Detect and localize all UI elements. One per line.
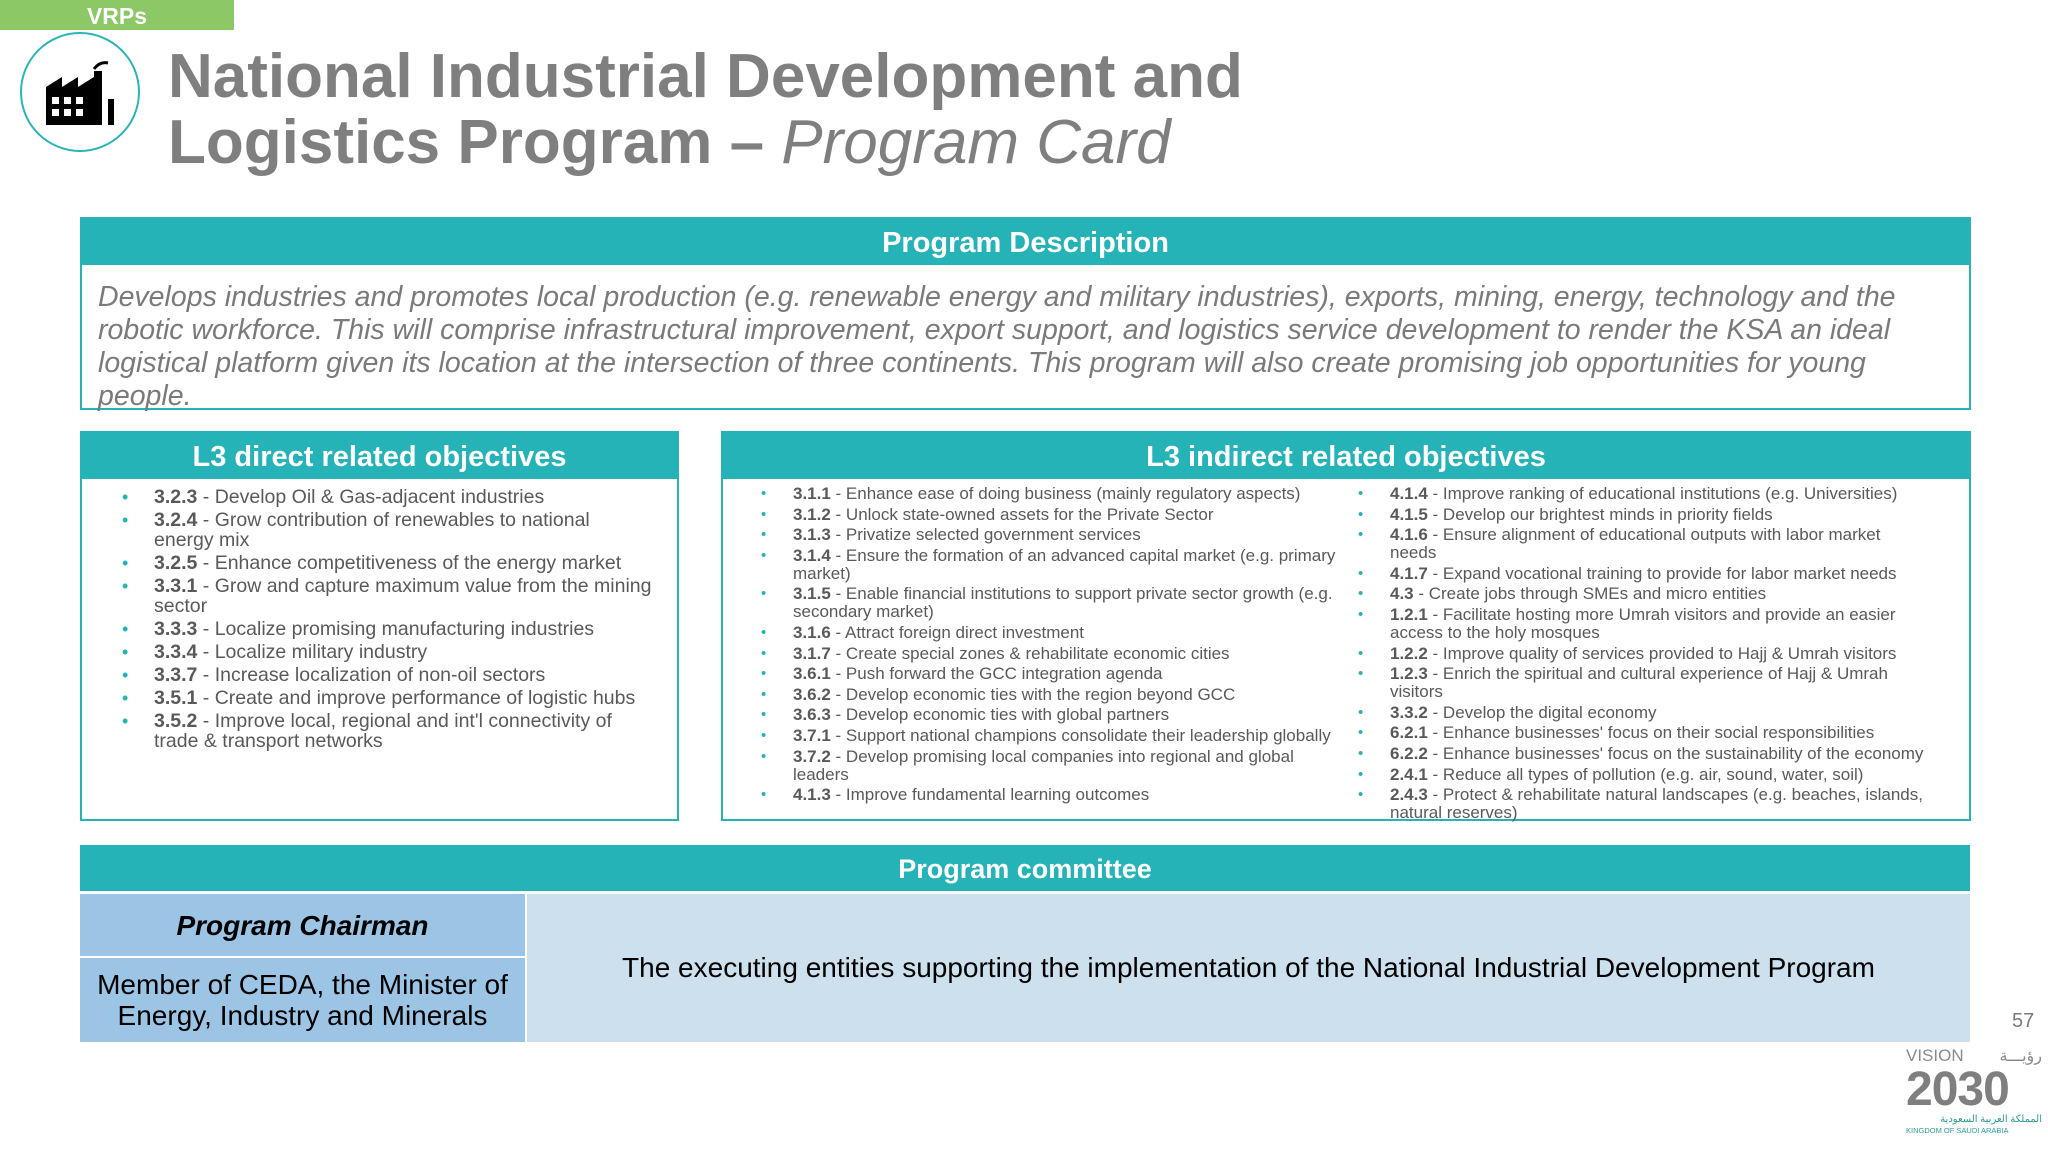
objective-code: 6.2.1 [1390,723,1428,743]
direct-objective-item [120,688,653,708]
objective-text: - Expand vocational training to provide for labor market needs [1427,563,1897,583]
indirect-objective-item [759,485,1344,503]
indirect-objective-item [1356,766,1931,784]
indirect-objective-item [1356,665,1931,701]
indirect-objective-item [759,786,1344,804]
direct-objective-item [120,576,653,616]
vision-2030-logo [1906,1046,2042,1146]
program-description-text: Develops industries and promotes local production (e.g. renewable energy and military industries), exports, mining, energy, technology and the robotic workforce. This will comprise infrastructural improvement, export support, and logistics service development to render the KSA an ideal logistical platform given its location at the intersection of three continents. This program will also create promising job opportunities for young people. [98,281,1896,412]
indirect-objective-item [759,727,1344,745]
program-description-header: Program Description [82,219,1969,265]
indirect-objective-item [1356,606,1931,642]
objective-code: 1.2.2 [1390,643,1428,663]
indirect-objectives-header: L3 indirect related objectives [723,433,1969,479]
objective-text: - Protect & rehabilitate natural landscapes (e.g. beaches, islands, natural reserves) [1390,785,1923,823]
objective-code: 3.6.1 [793,664,831,684]
indirect-objective-item [759,686,1344,704]
objective-code: 4.1.3 [793,785,831,805]
objective-code: 3.1.3 [793,525,831,545]
objective-code: 3.7.1 [793,725,831,745]
indirect-objective-item [1356,645,1931,663]
indirect-objective-item [759,547,1344,583]
objective-text: - Enhance businesses' focus on their social responsibilities [1427,723,1875,743]
objective-code: 3.3.4 [154,641,198,663]
indirect-objective-item [1356,724,1931,742]
indirect-objectives-column-1 [759,485,1344,825]
direct-objectives-box [80,431,679,821]
objective-code: 1.2.3 [1390,664,1428,684]
executing-entities-text: The executing entities supporting the implementation of the National Industrial Development Program [527,894,1970,1042]
objective-text: - Unlock state-owned assets for the Private Sector [830,504,1214,524]
indirect-objective-item [1356,565,1931,583]
direct-objectives-header: L3 direct related objectives [82,433,677,479]
factory-icon [42,59,118,125]
objective-code: 4.1.4 [1390,484,1428,503]
title-bold: Logistics Program [168,108,713,177]
objective-text: - Localize military industry [197,641,428,663]
objective-text: - Improve local, regional and int'l connectivity of trade & transport networks [154,710,612,752]
objective-code: 3.1.6 [793,622,831,642]
objective-text: - Improve quality of services provided to Hajj & Umrah visitors [1427,643,1897,663]
objective-code: 3.6.3 [793,705,831,725]
objective-text: - Attract foreign direct investment [830,622,1085,642]
objective-code: 3.5.2 [154,710,198,732]
objective-text: - Develop our brightest minds in priority fields [1427,504,1773,524]
objective-code: 3.3.1 [154,575,198,597]
objective-code: 3.2.5 [154,552,198,574]
objective-text: - Support national champions consolidate their leadership globally [830,725,1331,745]
objective-code: 3.5.1 [154,687,198,709]
objective-text: - Enable financial institutions to support private sector growth (e.g. secondary market) [793,584,1333,622]
objective-text: - Enhance ease of doing business (mainly regulatory aspects) [830,484,1301,503]
objective-code: 4.3 [1390,584,1414,604]
direct-objective-item [120,553,653,573]
direct-objective-item [120,619,653,639]
indirect-objective-item [1356,585,1931,603]
direct-objective-item [120,642,653,662]
page-number: 57 [2012,1010,2035,1032]
vision-arabic-kingdom: المملكة العربية السعودية [1940,1114,2042,1125]
objective-code: 4.1.5 [1390,504,1428,524]
objective-text: - Develop the digital economy [1427,702,1657,722]
objective-text: - Improve fundamental learning outcomes [830,785,1150,805]
objective-text: - Facilitate hosting more Umrah visitors and provide an easier access to the holy mosques [1390,604,1896,642]
section-tag: VRPs [0,0,234,30]
objective-code: 4.1.6 [1390,525,1428,545]
direct-objective-item [120,711,653,751]
indirect-objective-item [759,585,1344,621]
objective-code: 3.6.2 [793,684,831,704]
title-subtitle: Program Card [781,108,1171,177]
title-dash: – [712,108,782,177]
objective-text: - Push forward the GCC integration agenda [830,664,1163,684]
objective-text: - Create and improve performance of logistic hubs [197,687,636,709]
objective-text: - Enhance competitiveness of the energy market [197,552,622,574]
page-title [168,44,1243,176]
objective-code: 3.1.7 [793,643,831,663]
objective-text: - Ensure alignment of educational outputs with labor market needs [1390,525,1881,563]
objective-code: 4.1.7 [1390,563,1428,583]
objective-code: 3.1.2 [793,504,831,524]
indirect-objective-item [759,706,1344,724]
direct-objective-item [120,487,653,507]
indirect-objective-item [759,665,1344,683]
objective-text: - Ensure the formation of an advanced capital market (e.g. primary market) [793,545,1336,583]
objective-text: - Grow and capture maximum value from the mining sector [154,575,652,617]
objective-text: - Create jobs through SMEs and micro entities [1413,584,1767,604]
indirect-objective-item [759,645,1344,663]
indirect-objective-item [1356,506,1931,524]
program-committee-header: Program committee [80,845,1970,891]
program-chairman-value: Member of CEDA, the Minister of Energy, Industry and Minerals [80,958,525,1042]
indirect-objective-item [1356,485,1931,503]
objective-code: 2.4.3 [1390,785,1428,805]
objective-text: - Develop economic ties with the region beyond GCC [830,684,1236,704]
indirect-objective-item [1356,526,1931,562]
objective-text: - Improve ranking of educational institutions (e.g. Universities) [1427,484,1898,503]
objective-text: - Privatize selected government services [830,525,1141,545]
objective-text: - Enhance businesses' focus on the sustainability of the economy [1427,743,1924,763]
indirect-objective-item [1356,745,1931,763]
objective-code: 3.1.4 [793,545,831,565]
objective-code: 1.2.1 [1390,604,1428,624]
indirect-objective-item [1356,786,1931,822]
vision-kingdom: KINGDOM OF SAUDI ARABIA [1906,1126,2009,1135]
direct-objectives-list [120,487,653,751]
program-chairman-label: Program Chairman [80,894,525,956]
vision-word: VISION [1906,1046,1964,1065]
objective-text: - Enrich the spiritual and cultural experience of Hajj & Umrah visitors [1390,664,1888,702]
objective-text: - Develop economic ties with global partners [830,705,1170,725]
objective-code: 6.2.2 [1390,743,1428,763]
objective-text: - Localize promising manufacturing industries [197,618,595,640]
vision-arabic: رؤيـــة [1999,1048,2042,1065]
indirect-objectives-box [721,431,1971,821]
factory-logo [20,32,140,152]
objective-text: - Increase localization of non-oil sectors [197,664,546,686]
direct-objective-item [120,665,653,685]
indirect-objective-item [759,748,1344,784]
program-description-box [80,217,1971,410]
objective-code: 3.3.2 [1390,702,1428,722]
indirect-objectives-column-2 [1356,485,1931,825]
title-line-2 [168,110,1243,176]
objective-text: - Create special zones & rehabilitate economic cities [830,643,1230,663]
objective-text: - Develop promising local companies into regional and global leaders [793,746,1294,784]
objective-code: 3.3.3 [154,618,198,640]
indirect-objective-item [759,624,1344,642]
objective-code: 2.4.1 [1390,764,1428,784]
indirect-objective-item [1356,704,1931,722]
objective-code: 3.1.1 [793,484,831,503]
indirect-objective-item [759,526,1344,544]
vision-year: 2030 [1906,1063,2009,1116]
objective-code: 3.2.3 [154,486,198,508]
objective-code: 3.7.2 [793,746,831,766]
objective-text: - Grow contribution of renewables to national energy mix [154,509,590,551]
objective-code: 3.3.7 [154,664,198,686]
title-line-1: National Industrial Development and [168,42,1243,111]
objective-code: 3.1.5 [793,584,831,604]
objective-code: 3.2.4 [154,509,198,531]
indirect-objective-item [759,506,1344,524]
direct-objective-item [120,510,653,550]
objective-text: - Reduce all types of pollution (e.g. air, sound, water, soil) [1427,764,1864,784]
objective-text: - Develop Oil & Gas-adjacent industries [197,486,545,508]
